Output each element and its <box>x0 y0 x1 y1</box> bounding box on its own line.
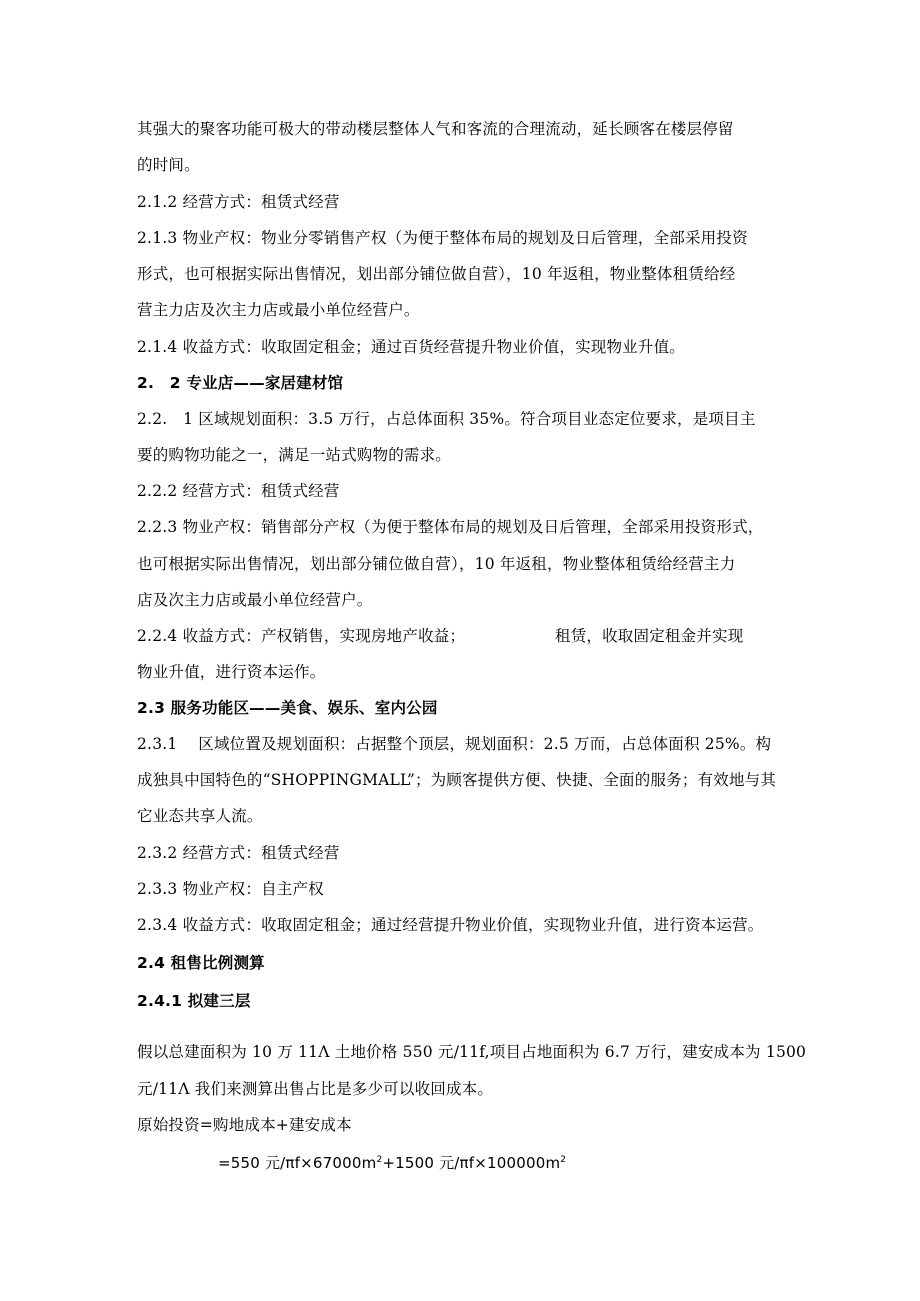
formula-superscript: 2 <box>376 1155 383 1165</box>
paragraph-line: 2.1.4 收益方式：收取固定租金；通过百货经营提升物业价值，实现物业升值。 <box>137 338 685 356</box>
paragraph-line: 2.3.3 物业产权：自主产权 <box>137 880 324 898</box>
paragraph-line: 的时间。 <box>137 156 200 174</box>
paragraph-line: 形式，也可根据实际出售情况，划出部分铺位做自营），10 年返租，物业整体租赁给经 <box>137 265 736 283</box>
paragraph-line: 要的购物功能之一，满足一站式购物的需求。 <box>137 446 452 464</box>
formula-line <box>218 1152 566 1174</box>
section-heading: 2.3 服务功能区——美食、娱乐、室内公园 <box>137 699 438 717</box>
paragraph-line-continued: 租赁，收取固定租金并实现 <box>555 627 744 645</box>
section-heading: 2.4 租售比例测算 <box>137 954 265 972</box>
paragraph-line: 2.2.2 经营方式：租赁式经营 <box>137 482 340 500</box>
formula-part: =550 元/πf×67000m <box>218 1154 377 1172</box>
section-heading: 2. 2 专业店——家居建材馆 <box>137 374 344 392</box>
paragraph-line: 2.3.2 经营方式：租赁式经营 <box>137 844 340 862</box>
section-heading: 2.4.1 拟建三层 <box>137 992 251 1010</box>
paragraph-line: 营主力店及次主力店或最小单位经营户。 <box>137 301 420 319</box>
paragraph-line: 2.1.2 经营方式：租赁式经营 <box>137 193 340 211</box>
paragraph-line: 其强大的聚客功能可极大的带动楼层整体人气和客流的合理流动，延长顾客在楼层停留 <box>137 120 734 138</box>
paragraph-line: 元/11Λ 我们来测算出售占比是多少可以收回成本。 <box>137 1080 494 1098</box>
paragraph-line: 2.3.1 区域位置及规划面积：占据整个顶层，规划面积：2.5 万而，占总体面积 25%。构 <box>137 735 772 753</box>
paragraph-line: 2.2.4 收益方式：产权销售，实现房地产收益； <box>137 627 466 645</box>
paragraph-line: 它业态共享人流。 <box>137 807 263 825</box>
formula-superscript: 2 <box>560 1155 567 1165</box>
paragraph-line: 2.1.3 物业产权：物业分零销售产权（为便于整体布局的规划及日后管理，全部采用投资 <box>137 229 748 247</box>
paragraph-line: 原始投资=购地成本+建安成本 <box>137 1116 352 1134</box>
formula-part: +1500 元/πf×100000m <box>382 1154 561 1172</box>
paragraph-line: 店及次主力店或最小单位经营户。 <box>137 591 373 609</box>
paragraph-line: 假以总建面积为 10 万 11Λ 土地价格 550 元/11f,项目占地面积为 6.7 万行，建安成本为 1500 <box>137 1043 807 1061</box>
paragraph-line: 成独具中国特色的“SHOPPINGMALL”；为顾客提供方便、快捷、全面的服务；有效地与其 <box>137 771 777 789</box>
paragraph-line: 2.2.3 物业产权：销售部分产权（为便于整体布局的规划及日后管理，全部采用投资形式， <box>137 518 764 536</box>
paragraph-line: 物业升值，进行资本运作。 <box>137 663 326 681</box>
paragraph-line: 2.3.4 收益方式：收取固定租金；通过经营提升物业价值，实现物业升值，进行资本运营。 <box>137 916 764 934</box>
paragraph-line: 也可根据实际出售情况，划出部分铺位做自营），10 年返租，物业整体租赁给经营主力 <box>137 555 736 573</box>
paragraph-line: 2.2. 1 区域规划面积：3.5 万行，占总体面积 35%。符合项目业态定位要求，是项目主 <box>137 410 756 428</box>
